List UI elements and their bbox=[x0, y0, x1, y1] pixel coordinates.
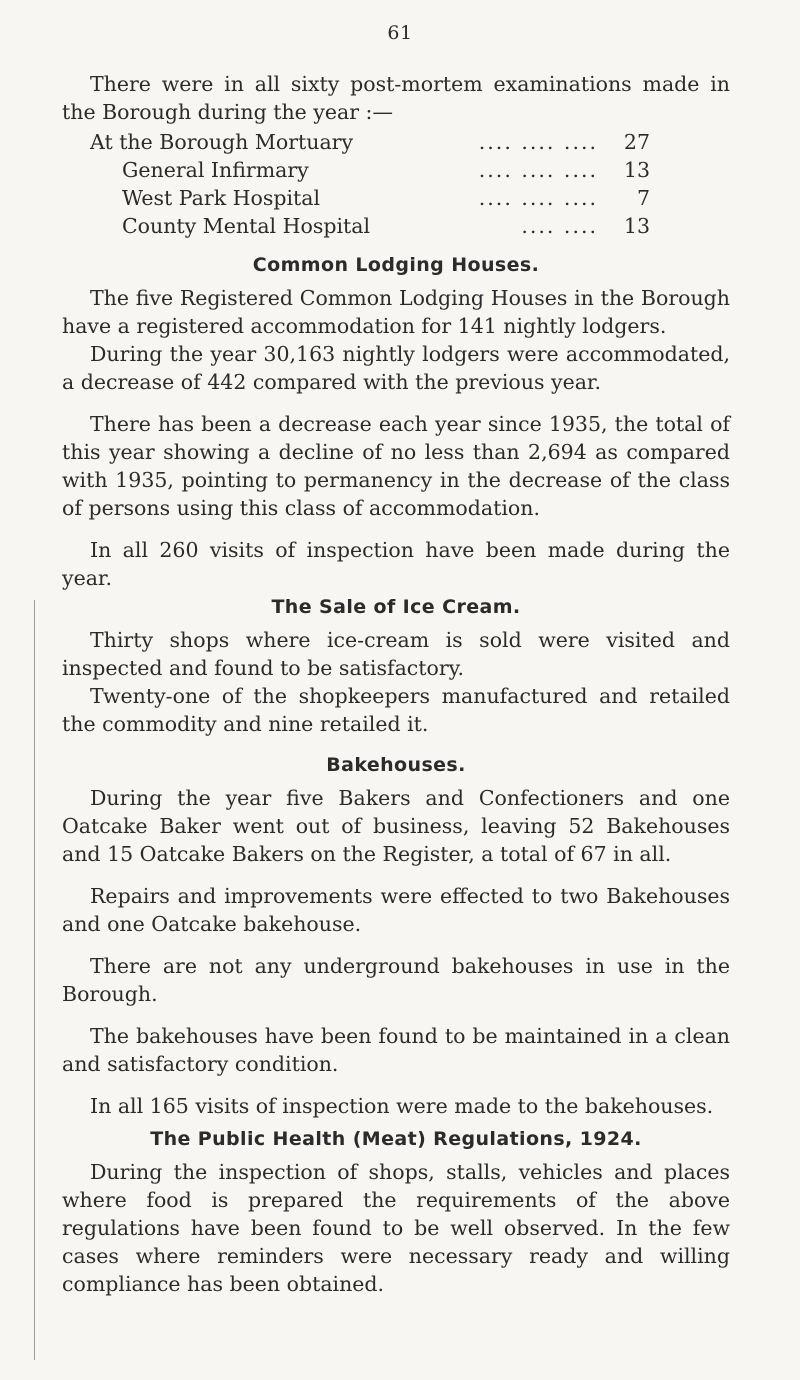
page-body bbox=[62, 70, 730, 1298]
postmortem-count: 7 bbox=[636, 186, 650, 210]
paragraph: The bakehouses have been found to be maintained in a clean and satisfactory condition. bbox=[62, 1024, 730, 1076]
paragraph: In all 165 visits of inspection were made to the bakehouses. bbox=[90, 1094, 714, 1118]
postmortem-row bbox=[90, 212, 650, 240]
section-heading-ice-cream: The Sale of Ice Cream. bbox=[271, 596, 521, 618]
postmortem-row bbox=[90, 184, 650, 212]
postmortem-location: County Mental Hospital bbox=[122, 214, 371, 238]
postmortem-table bbox=[90, 128, 650, 240]
page-number: 61 bbox=[387, 22, 413, 44]
paragraph: Twenty-one of the shopkeepers manufactured and retailed the commodity and nine retailed it. bbox=[62, 684, 730, 736]
section-heading-bakehouses: Bakehouses. bbox=[326, 754, 466, 776]
postmortem-count: 13 bbox=[623, 214, 650, 238]
section-heading-meat-regulations: The Public Health (Meat) Regulations, 1924. bbox=[150, 1128, 642, 1150]
leader-dots: .... .... bbox=[521, 214, 598, 238]
leader-dots: .... .... .... bbox=[478, 158, 598, 182]
paragraph: There are not any underground bakehouses in use in the Borough. bbox=[62, 954, 730, 1006]
section-heading-lodging: Common Lodging Houses. bbox=[252, 254, 540, 276]
paragraph: Repairs and improvements were effected to two Bakehouses and one Oatcake bakehouse. bbox=[62, 884, 730, 936]
postmortem-location: At the Borough Mortuary bbox=[90, 130, 354, 154]
paragraph: There has been a decrease each year since 1935, the total of this year showing a decline of no less than 2,694 as compared with 1935, pointing to permanency in the decrease of the class of persons using this class of accommodation. bbox=[62, 412, 730, 520]
postmortem-location: General Infirmary bbox=[122, 158, 309, 182]
paragraph: In all 260 visits of inspection have been made during the year. bbox=[62, 538, 730, 590]
paragraph: The five Registered Common Lodging Houses in the Borough have a registered accommodation for 141 nightly lodgers. bbox=[62, 286, 730, 338]
postmortem-count: 27 bbox=[623, 130, 650, 154]
leader-dots: .... .... .... bbox=[478, 186, 598, 210]
postmortem-row bbox=[90, 128, 650, 156]
paragraph: During the year five Bakers and Confectioners and one Oatcake Baker went out of business, leaving 52 Bakehouses and 15 Oatcake Bakers on the Register, a total of 67 in all. bbox=[62, 786, 730, 866]
paragraph: Thirty shops where ice-cream is sold were visited and inspected and found to be satisfactory. bbox=[62, 628, 730, 680]
margin-line bbox=[34, 600, 35, 1360]
postmortem-intro: There were in all sixty post-mortem examinations made in the Borough during the year :— bbox=[62, 72, 730, 124]
paragraph: During the inspection of shops, stalls, vehicles and places where food is prepared the requirements of the above regulations have been found to be well observed. In the few cases where reminders were necessary ready and willing compliance has been obtained. bbox=[62, 1160, 730, 1296]
paragraph: During the year 30,163 nightly lodgers were accommodated, a decrease of 442 compared with the previous year. bbox=[62, 342, 730, 394]
postmortem-location: West Park Hospital bbox=[122, 186, 321, 210]
postmortem-row bbox=[90, 156, 650, 184]
postmortem-count: 13 bbox=[623, 158, 650, 182]
leader-dots: .... .... .... bbox=[478, 130, 598, 154]
